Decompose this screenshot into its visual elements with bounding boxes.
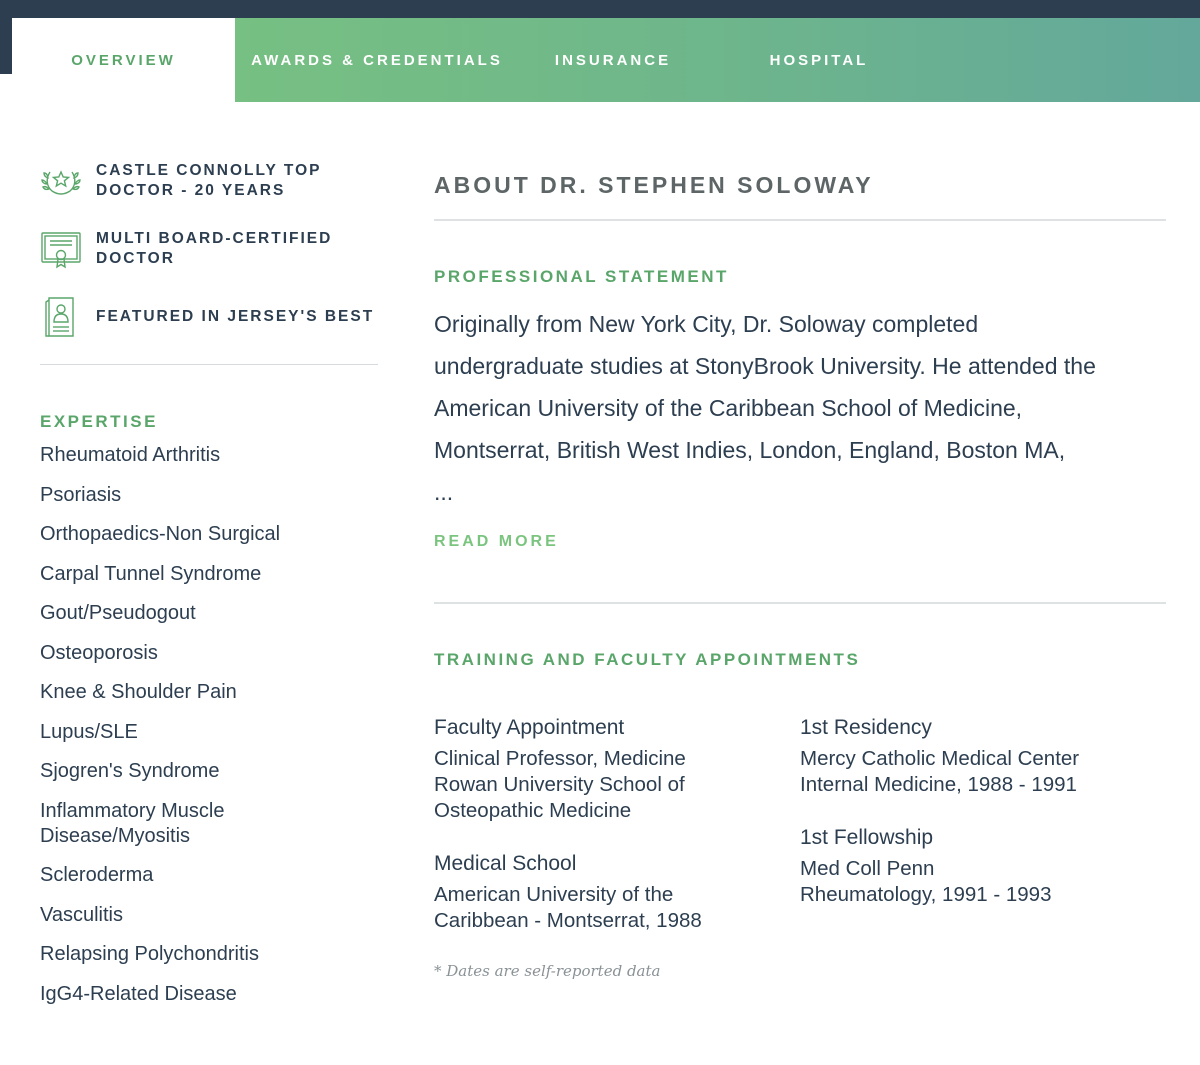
fellowship [800, 826, 1166, 908]
entry-title: Faculty Appointment [434, 716, 625, 739]
training-title: TRAINING AND FACULTY APPOINTMENTS [434, 650, 861, 669]
award-label: FEATURED IN JERSEY'S BEST [96, 308, 375, 325]
tab-insurance[interactable]: INSURANCE [554, 51, 672, 69]
award-label: CASTLE CONNOLLY TOP DOCTOR - 20 YEARS [96, 162, 322, 199]
magazine-icon [40, 296, 82, 338]
entry-line: Med Coll Penn [800, 857, 935, 880]
expertise-item: Gout/Pseudogout [40, 602, 196, 624]
read-more-link[interactable]: READ MORE [434, 533, 559, 550]
entry-line: Internal Medicine, 1988 - 1991 [800, 773, 1077, 796]
award-label: MULTI BOARD-CERTIFIED DOCTOR [96, 230, 333, 267]
expertise-item: Sjogren's Syndrome [40, 760, 220, 782]
profile-tabs [12, 18, 1200, 102]
entry-title: Medical School [434, 852, 577, 875]
professional-statement-title: PROFESSIONAL STATEMENT [434, 267, 729, 286]
expertise-item: Rheumatoid Arthritis [40, 444, 221, 466]
residency [800, 716, 1166, 798]
medical-school [434, 852, 800, 934]
tab-awards-credentials[interactable]: AWARDS & CREDENTIALS [251, 51, 503, 69]
expertise-item: Psoriasis [40, 483, 122, 506]
professional-statement: Originally from New York City, Dr. Soloway completed undergraduate studies at StonyBrook University. He attended the American University of the Caribbean School of Medicine, Montserrat, British West Indies, London, England, Boston MA, ... [434, 311, 1096, 505]
expertise-item: Orthopaedics-Non Surgical [40, 523, 281, 545]
tab-hospital[interactable]: HOSPITAL [769, 51, 869, 69]
entry-line: Clinical Professor, Medicine [434, 747, 686, 770]
entry-line: Caribbean - Montserrat, 1988 [434, 909, 702, 932]
entry-line: Rowan University School of [434, 773, 685, 796]
section-divider [434, 602, 1166, 604]
sidebar-divider [40, 364, 378, 365]
training-column-right [800, 716, 1166, 980]
top-bar [0, 0, 1200, 18]
expertise-item: Relapsing Polychondritis [40, 943, 260, 965]
tab-overview[interactable]: OVERVIEW [12, 18, 235, 102]
faculty-appointment [434, 716, 800, 824]
laurel-star-icon [40, 160, 82, 202]
expertise-item: Lupus/SLE [40, 720, 138, 743]
training-column-left [434, 716, 800, 980]
expertise-item: IgG4-Related Disease [40, 982, 237, 1005]
certificate-icon [40, 228, 82, 270]
entry-line: Osteopathic Medicine [434, 799, 632, 822]
title-divider [434, 219, 1166, 221]
expertise-title: EXPERTISE [40, 412, 158, 431]
entry-line: Rheumatology, 1991 - 1993 [800, 883, 1052, 906]
page-title: ABOUT DR. STEPHEN SOLOWAY [434, 172, 874, 198]
expertise-item: Vasculitis [40, 903, 123, 926]
left-edge-strip [0, 18, 12, 74]
expertise-item: Inflammatory Muscle Disease/Myositis [40, 799, 225, 847]
award-board-certified [40, 228, 378, 270]
entry-line: Mercy Catholic Medical Center [800, 747, 1080, 770]
main-content [434, 172, 1166, 980]
dates-footnote: * Dates are self-reported data [434, 962, 661, 980]
expertise-item: Scleroderma [40, 864, 154, 886]
entry-line: American University of the [434, 883, 674, 906]
sidebar [40, 160, 378, 1021]
expertise-item: Osteoporosis [40, 641, 158, 664]
entry-title: 1st Fellowship [800, 826, 934, 849]
training-grid [434, 716, 1166, 980]
expertise-item: Carpal Tunnel Syndrome [40, 562, 262, 585]
entry-title: 1st Residency [800, 716, 932, 739]
expertise-list [40, 443, 378, 1007]
award-castle-connolly [40, 160, 378, 202]
award-jerseys-best [40, 296, 378, 338]
expertise-item: Knee & Shoulder Pain [40, 681, 237, 703]
